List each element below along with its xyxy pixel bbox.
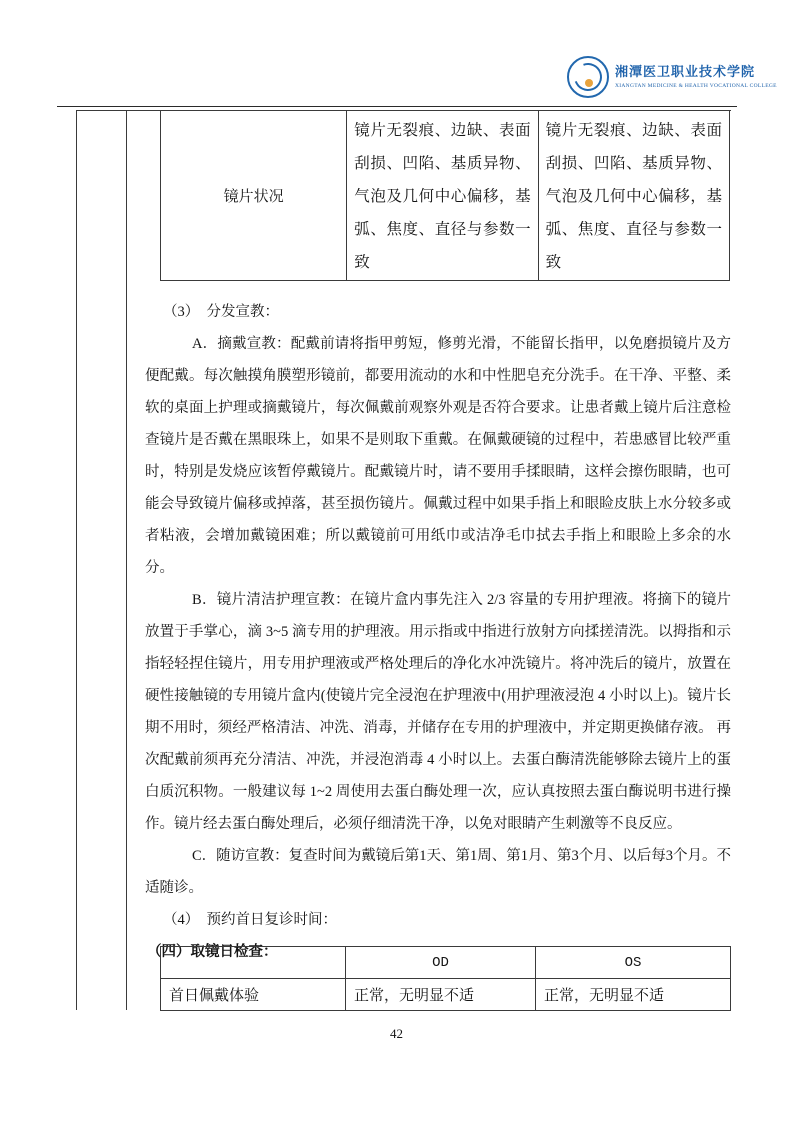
table-row: [161, 979, 731, 1011]
first-day-wearing-od-value: 正常，无明显不适: [346, 979, 536, 1011]
lens-cleaning-care-education-paragraph: B．镜片清洁护理宣教：在镜片盒内事先注入 2/3 容量的专用护理液。将摘下的镜片放置于手掌心，滴 3~5 滴专用的护理液。用示指或中指进行放射方向揉搓清洗。以拇指和示指轻轻捏住镜片，用专用护理液或严格处理后的净化水冲洗镜片。将冲洗后的镜片，放置在硬性接触镜的专用镜片盒内(使镜片完全浸泡在护理液中(用护理液浸泡 4 小时以上)。镜片长期不用时，须经严格清洁、冲洗、消毒，并储存在专用的护理液中，并定期更换储存液。 再次配戴前须再充分清洁、冲洗，并浸泡消毒 4 小时以上。去蛋白酶清洗能够除去镜片上的蛋白质沉积物。一般建议每 1~2 周使用去蛋白酶处理一次，应认真按照去蛋白酶说明书进行操作。镜片经去蛋白酶处理后，必须仔细清洗干净，以免对眼睛产生刺激等不良反应。: [145, 592, 731, 832]
table-row: [161, 111, 730, 281]
table-header-row: [161, 947, 731, 979]
os-column-header: OS: [536, 947, 731, 979]
lens-condition-od-cell: 镜片无裂痕、边缺、表面刮损、凹陷、基质异物、气泡及几何中心偏移，基弧、焦度、直径与参数一致: [347, 111, 538, 281]
follow-up-education-paragraph: C．随访宣教：复查时间为戴镜后第1天、第1周、第1月、第3个月、以后每3个月。不适随诊。: [145, 848, 731, 896]
empty-header-cell: [161, 947, 346, 979]
body-text: [145, 296, 731, 968]
first-day-wearing-label: 首日佩戴体验: [161, 979, 346, 1011]
header-divider: [57, 106, 737, 107]
wear-removal-education-paragraph: A．摘戴宣教：配戴前请将指甲剪短，修剪光滑，不能留长指甲，以免磨损镜片及方便配戴。每次触摸角膜塑形镜前，都要用流动的水和中性肥皂充分洗手。在干净、平整、柔软的桌面上护理或摘戴镜片，每次佩戴前观察外观是否符合要求。让患者戴上镜片后注意检查镜片是否戴在黑眼珠上，如果不是则取下重戴。在佩戴硬镜的过程中，若患感冒比较严重时，特别是发烧应该暂停戴镜片。配戴镜片时，请不要用手揉眼睛，这样会擦伤眼睛，也可能会导致镜片偏移或掉落，甚至损伤镜片。佩戴过程中如果手指上和眼睑皮肤上水分较多或者粘液，会增加戴镜困难；所以戴镜前可用纸巾或洁净毛巾拭去手指上和眼睑上多余的水分。: [145, 336, 731, 576]
pickup-day-check-table: [160, 946, 731, 1011]
form-left-border: [76, 110, 77, 1010]
page-number: 42: [390, 1026, 403, 1041]
lens-condition-os-cell: 镜片无裂痕、边缺、表面刮损、凹陷、基质异物、气泡及几何中心偏移，基弧、焦度、直径与参数一致: [538, 111, 729, 281]
college-logo-text: [615, 64, 777, 90]
college-name-en: XIANGTAN MEDICINE & HEALTH VOCATIONAL COLLEGE: [615, 83, 777, 90]
college-logo: [567, 54, 777, 100]
pickup-day-check-heading: （四）取镜日检查：: [147, 944, 278, 960]
lens-condition-label: 镜片状况: [161, 111, 347, 281]
section-3-heading: （3） 分发宣教：: [163, 304, 279, 320]
od-column-header: OD: [346, 947, 536, 979]
college-emblem-icon: [567, 56, 609, 98]
section-4-heading: （4） 预约首日复诊时间：: [163, 912, 337, 928]
first-day-wearing-os-value: 正常，无明显不适: [536, 979, 731, 1011]
college-name-cn: 湘潭医卫职业技术学院: [615, 63, 756, 79]
form-inner-border: [126, 110, 127, 1010]
lens-condition-table: [160, 110, 730, 281]
